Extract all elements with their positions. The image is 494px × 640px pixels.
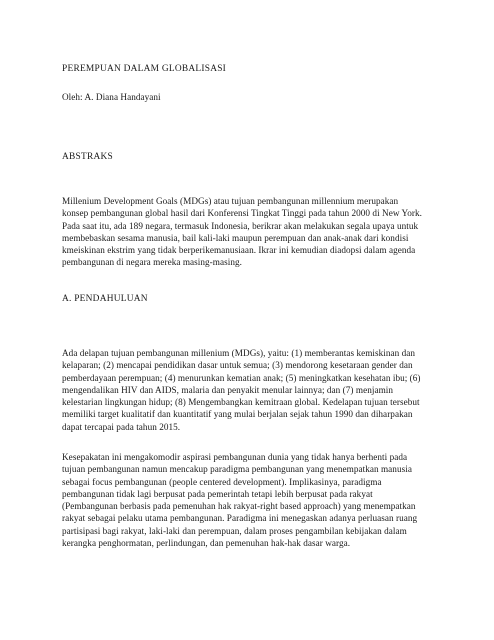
author-text: Oleh: A. Diana Handayani [62,92,161,102]
paragraph-line: pembangunan tidak lagi berpusat pada pemerintah tetapi lebih berpusat pada rakyat [62,488,373,499]
paragraph-line: memiliki target kualitatif dan kuantitatif yang mulai berjalan sejak tahun 1990 dan diharpakan [62,409,413,420]
section-heading-text: A. PENDAHULUAN [62,294,148,304]
paragraph-line: (Pembangunan berbasis pada pemenuhan hak rakyat-right based approach) yang menempatkan [62,501,416,512]
introduction-paragraph-1 [62,347,440,433]
paragraph-line: Pada saat itu, ada 189 negara, termasuk Indonesia, berikrar akan melakukan segala upaya untuk [62,220,419,231]
paragraph-line: membebaskan sesama manusia, bail kali-laki maupun perempuan dan anak-anak dari kondisi [62,232,409,243]
paragraph-line: rakyat sebagai pelaku utama pembangunan. Paradigma ini menegaskan adanya perluasan ruang [62,513,418,524]
paragraph-line: pembangunan di negara mereka masing-masing. [62,257,242,268]
paragraph-line: sebagai focus pembangunan (people centered development). Implikasinya, paradigma [62,476,382,487]
paragraph-line: kmeiskinan ekstrim yang tidak berperikemanusiaan. Ikrar ini kemudian diadopsi dalam agenda [62,245,416,256]
paragraph-line: Kesepakatan ini mengakomodir aspirasi pembangunan dunia yang tidak hanya berhenti pada [62,452,408,462]
paragraph-line: dapat tercapai pada tahun 2015. [62,421,181,432]
paragraph-line: Millenium Development Goals (MDGs) atau tujuan pembangunan millennium merupakan [62,196,399,206]
paragraph-line: mengendalikan HIV dan AIDS, malaria dan penyakit menular lainnya; dan (7) menjamin [62,384,394,395]
paragraph-line: tujuan pembangunan namun mencakup paradigma pembangunan yang menempatkan manusia [62,464,412,475]
paragraph-line: konsep pembangunan global hasil dari Konferensi Tingkat Tinggi pada tahun 2000 di New York. [62,208,423,219]
abstract-paragraph [62,195,440,269]
paragraph-line: Ada delapan tujuan pembangunan millenium (MDGs), yaitu: (1) memberantas kemiskinan dan [62,348,416,358]
paragraph-line: kelestarian lingkungan hidup; (8) Mengembangkan kemitraan global. Kedelapan tujuan tersebut [62,397,420,408]
introduction-paragraph-2 [62,451,440,549]
author-line [62,91,440,103]
paragraph-line: kelaparan; (2) mencapai pendidikan dasar untuk semua; (3) mendorong kesetaraan gender dan [62,360,413,371]
paragraph-line: kerangka penghormatan, perlindungan, dan pemenuhan hak-hak dasar warga. [62,538,351,549]
paragraph-line: partisipasi bagi rakyat, laki-laki dan perempuan, dalam proses pengambilan kebijakan dalam [62,525,407,536]
document-title-text: PEREMPUAN DALAM GLOBALISASI [62,64,227,74]
abstract-heading [62,151,440,163]
paragraph-line: pemberdayaan perempuan; (4) menurunkan kematian anak; (5) meningkatkan kesehatan ibu; (6) [62,372,421,383]
abstract-heading-text: ABSTRAKS [62,152,113,162]
document-title [62,63,440,75]
section-heading [62,293,440,305]
